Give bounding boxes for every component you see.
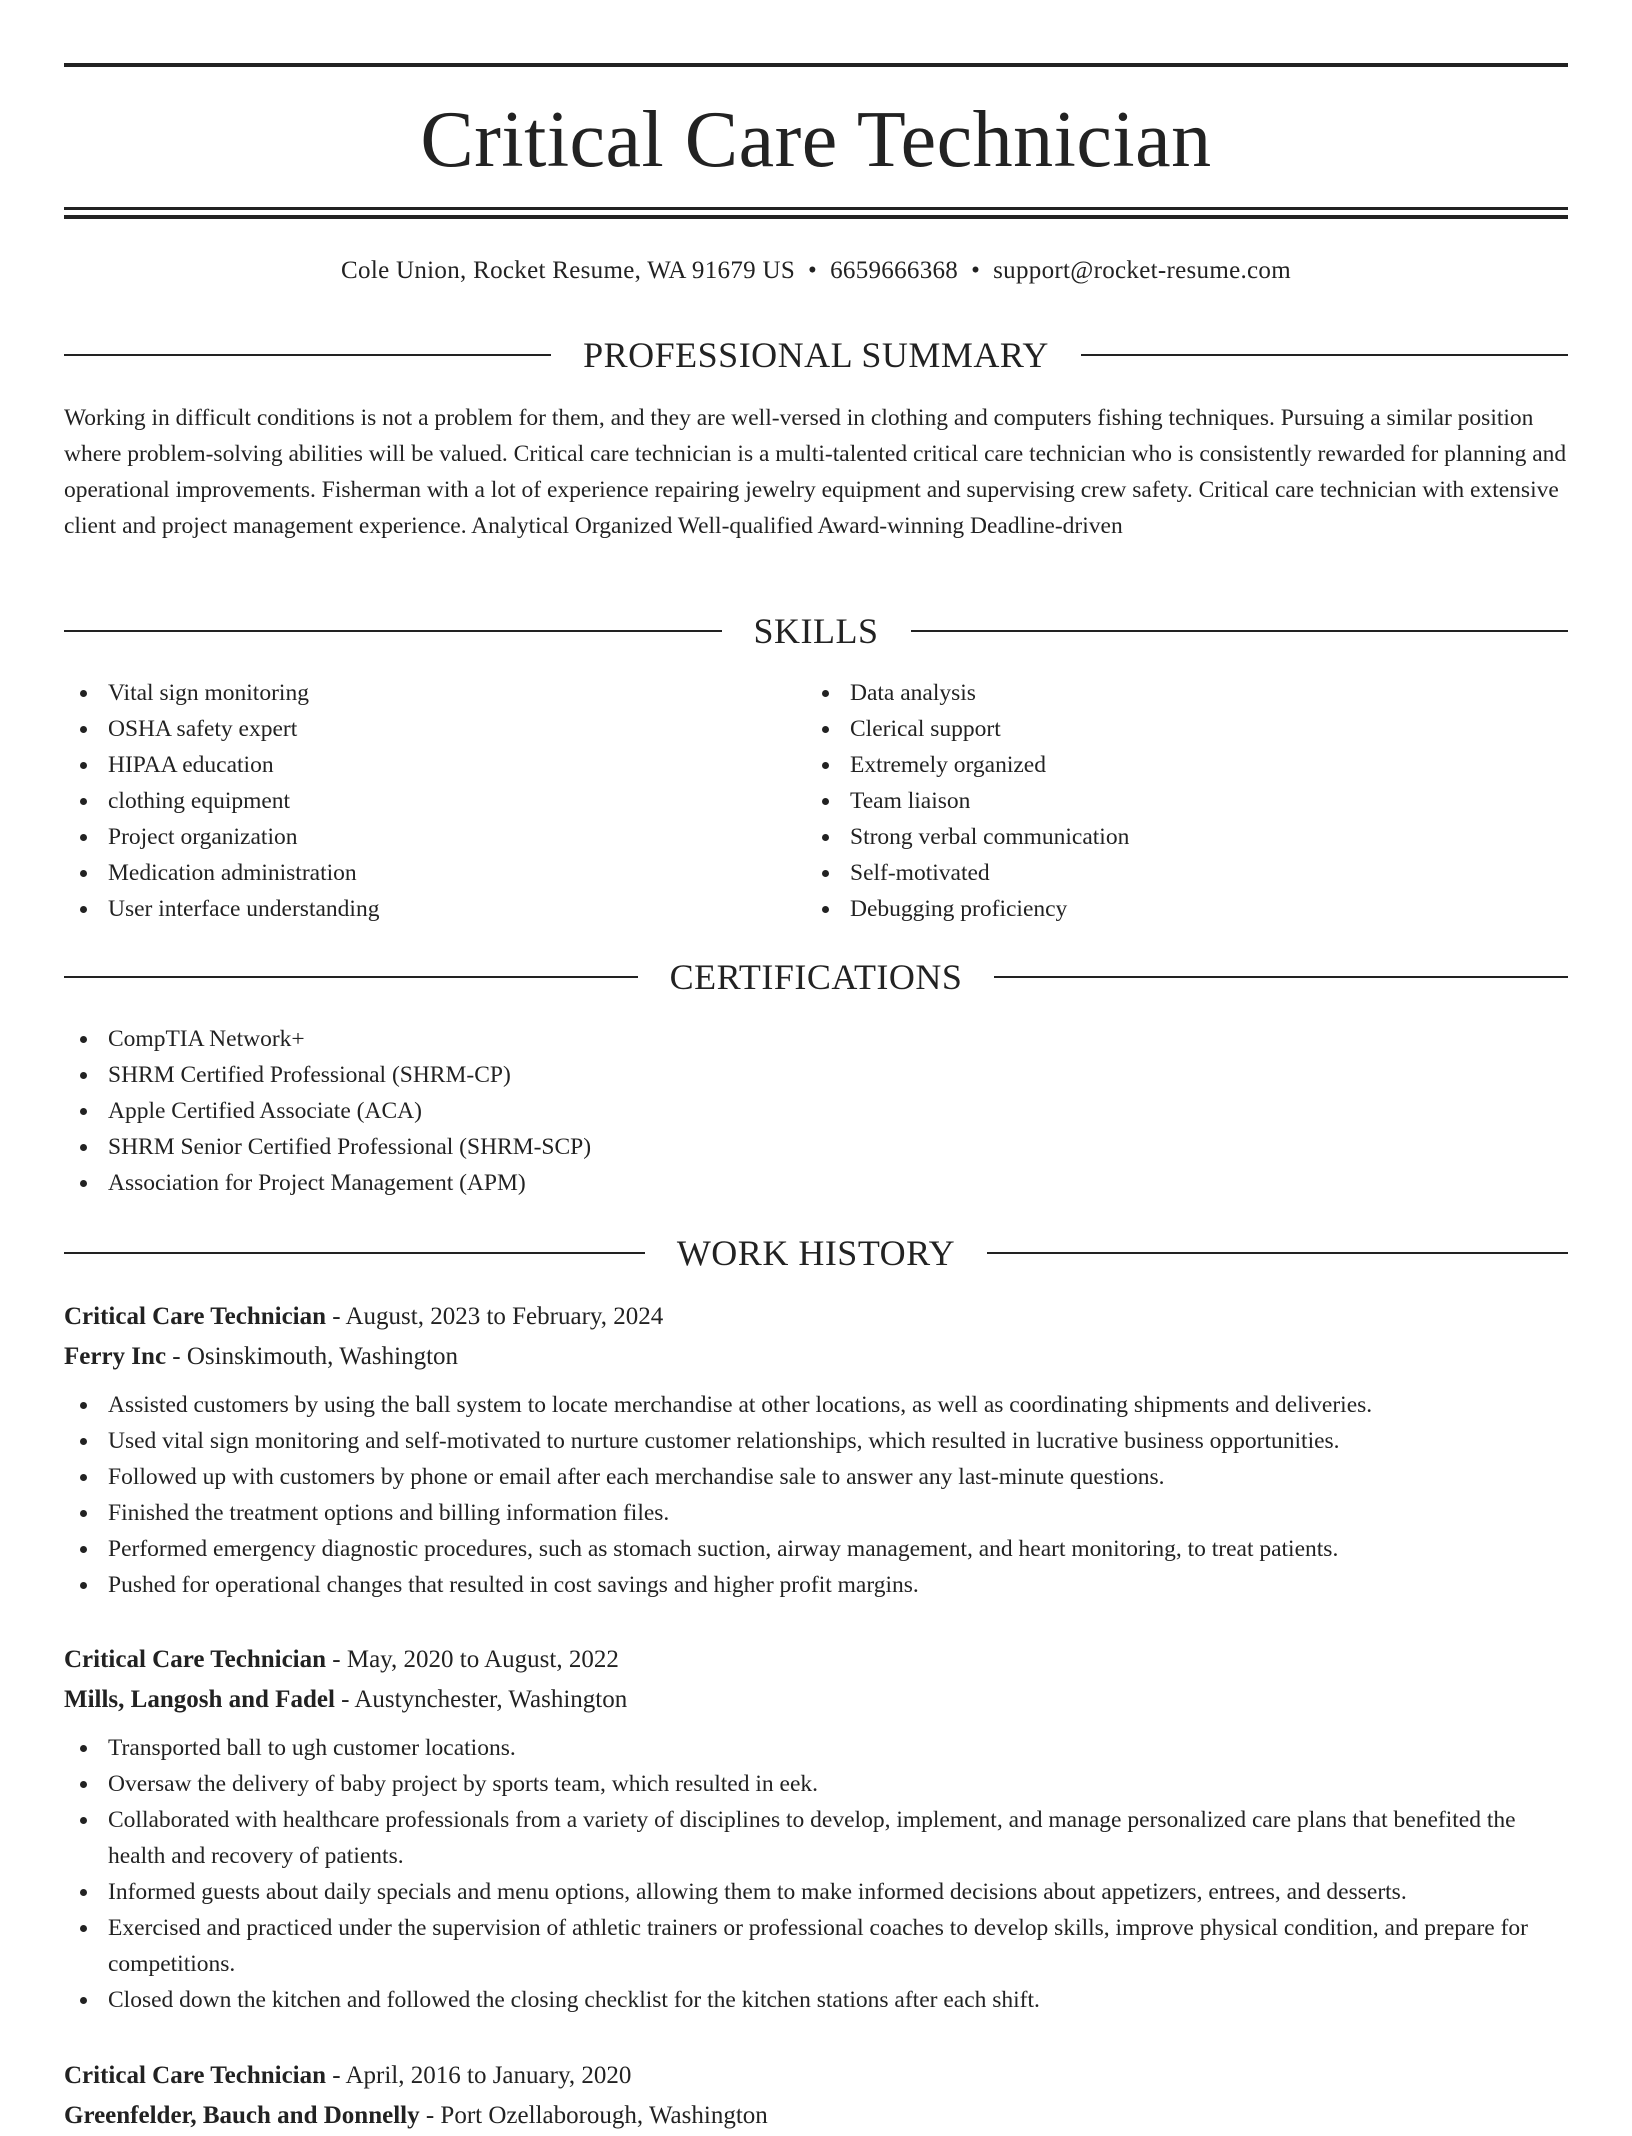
job-bullet: Closed down the kitchen and followed the closing checklist for the kitchen stations after each shift.: [64, 1982, 1568, 2018]
job-title: Critical Care Technician: [64, 2062, 327, 2089]
job-title-line: [64, 1640, 1568, 1680]
contact-email: support@rocket-resume.com: [993, 257, 1291, 284]
section-title: PROFESSIONAL SUMMARY: [583, 335, 1049, 375]
work-entry: [64, 1297, 1568, 1603]
job-bullet-list: [64, 1730, 1568, 2018]
certifications-list: [64, 1021, 1568, 1201]
job-title-line: [64, 2056, 1568, 2096]
section-divider-line: [64, 1252, 645, 1254]
job-bullet: Used vital sign monitoring and self-motivated to nurture customer relationships, which resulted in lucrative business opportunities.: [64, 1423, 1568, 1459]
job-bullet: Followed up with customers by phone or email after each merchandise sale to answer any last-minute questions.: [64, 1459, 1568, 1495]
section-title: SKILLS: [753, 611, 879, 651]
skill-item: Clerical support: [806, 711, 1546, 747]
professional-summary-text: Working in difficult conditions is not a problem for them, and they are well-versed in clothing and computers fishing techniques. Pursuing a similar position where problem-solving abilities will be valued. Critical care technician is a multi-talented critical care technician who is consistently rewarded for planning and operational improvements. Fisherman with a lot of experience repairing jewelry equipment and supervising crew safety. Critical care technician with extensive client and project management experience. Analytical Organized Well-qualified Award-winning Deadline-driven: [64, 405, 1567, 539]
contact-separator: •: [971, 257, 981, 284]
job-company: Ferry Inc: [64, 1343, 167, 1370]
section-heading-certifications: [64, 955, 1568, 999]
section-heading-summary: [64, 333, 1568, 377]
section-title: WORK HISTORY: [676, 1233, 956, 1273]
section-title: CERTIFICATIONS: [669, 957, 963, 997]
job-location: - Osinskimouth, Washington: [166, 1343, 459, 1370]
skills-column-left: [64, 675, 804, 927]
contact-line: [64, 255, 1568, 287]
job-bullet: Collaborated with healthcare professionals from a variety of disciplines to develop, implement, and manage personalized care plans that benefited the health and recovery of patients.: [64, 1802, 1568, 1874]
work-entry: [64, 2056, 1568, 2136]
section-divider-line: [64, 630, 722, 632]
section-divider-line: [911, 630, 1569, 632]
resume-name-title: Critical Care Technician: [420, 96, 1212, 184]
skill-item: OSHA safety expert: [64, 711, 804, 747]
skill-item: Self-motivated: [806, 855, 1546, 891]
certification-item: SHRM Senior Certified Professional (SHRM-SCP): [64, 1129, 1568, 1165]
job-bullet: Transported ball to ugh customer locations.: [64, 1730, 1568, 1766]
skill-item: HIPAA education: [64, 747, 804, 783]
job-company-line: [64, 1680, 1568, 1720]
section-heading-skills: [64, 609, 1568, 653]
skills-column-right: [806, 675, 1546, 927]
certification-item: Apple Certified Associate (ACA): [64, 1093, 1568, 1129]
job-bullet: Performed emergency diagnostic procedures, such as stomach suction, airway management, and heart monitoring, to treat patients.: [64, 1531, 1568, 1567]
skill-item: Vital sign monitoring: [64, 675, 804, 711]
job-location: - Austynchester, Washington: [334, 1686, 628, 1713]
job-bullet-list: [64, 1387, 1568, 1603]
skill-item: Medication administration: [64, 855, 804, 891]
section-divider-line: [64, 976, 638, 978]
job-title: Critical Care Technician: [64, 1303, 327, 1330]
contact-phone: 6659666368: [830, 257, 959, 284]
job-bullet: Finished the treatment options and billing information files.: [64, 1495, 1568, 1531]
skill-item: clothing equipment: [64, 783, 804, 819]
job-bullet: Assisted customers by using the ball system to locate merchandise at other locations, as well as coordinating shipments and deliveries.: [64, 1387, 1568, 1423]
job-company-line: [64, 2096, 1568, 2136]
job-location: - Port Ozellaborough, Washington: [419, 2102, 768, 2129]
certification-item: SHRM Certified Professional (SHRM-CP): [64, 1057, 1568, 1093]
job-bullet: Informed guests about daily specials and menu options, allowing them to make informed decisions about appetizers, entrees, and desserts.: [64, 1874, 1568, 1910]
skill-item: Extremely organized: [806, 747, 1546, 783]
certification-item: Association for Project Management (APM): [64, 1165, 1568, 1201]
job-company: Greenfelder, Bauch and Donnelly: [64, 2102, 420, 2129]
contact-address: Cole Union, Rocket Resume, WA 91679 US: [341, 257, 796, 284]
certification-item: CompTIA Network+: [64, 1021, 1568, 1057]
certifications-block: [64, 1021, 1568, 1201]
contact-separator: •: [808, 257, 818, 284]
section-divider-line: [994, 976, 1568, 978]
job-company-line: [64, 1337, 1568, 1377]
job-bullet: Pushed for operational changes that resulted in cost savings and higher profit margins.: [64, 1567, 1568, 1603]
job-dates: - April, 2016 to January, 2020: [326, 2062, 632, 2089]
section-heading-work-history: [64, 1231, 1568, 1275]
skill-item: User interface understanding: [64, 891, 804, 927]
header-double-rule-lower: [64, 215, 1568, 219]
job-bullet: Oversaw the delivery of baby project by sports team, which resulted in eek.: [64, 1766, 1568, 1802]
job-title-line: [64, 1297, 1568, 1337]
work-entry: [64, 1640, 1568, 2018]
section-divider-line: [1081, 354, 1568, 356]
skill-item: Strong verbal communication: [806, 819, 1546, 855]
skill-item: Data analysis: [806, 675, 1546, 711]
skills-list-left: [64, 675, 804, 927]
section-divider-line: [64, 354, 551, 356]
job-bullet: Exercised and practiced under the supervision of athletic trainers or professional coaches to develop skills, improve physical condition, and prepare for competitions.: [64, 1910, 1568, 1982]
header-top-rule: [64, 63, 1568, 67]
header-double-rule-upper: [64, 207, 1568, 210]
job-title: Critical Care Technician: [64, 1646, 327, 1673]
job-dates: - May, 2020 to August, 2022: [326, 1646, 619, 1673]
section-divider-line: [987, 1252, 1568, 1254]
skill-item: Debugging proficiency: [806, 891, 1546, 927]
skill-item: Team liaison: [806, 783, 1546, 819]
job-dates: - August, 2023 to February, 2024: [326, 1303, 664, 1330]
skill-item: Project organization: [64, 819, 804, 855]
skills-list-right: [806, 675, 1546, 927]
job-company: Mills, Langosh and Fadel: [64, 1686, 335, 1713]
